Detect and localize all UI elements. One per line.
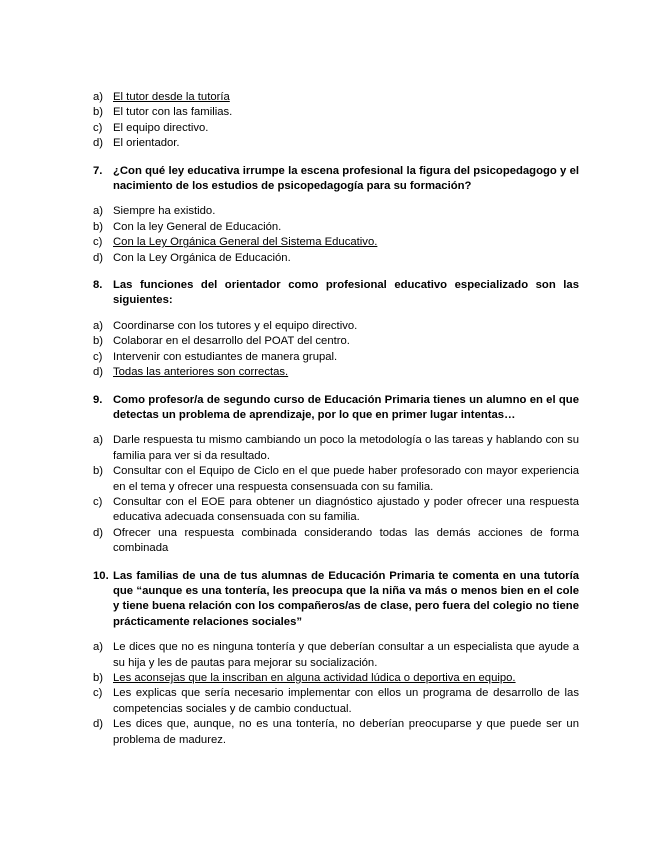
option-b: b) Colaborar en el desarrollo del POAT del centro. (93, 334, 579, 349)
option-text: Darle respuesta tu mismo cambiando un poco la metodología o las tareas y hablando con su familia para ver si da resultado. (113, 434, 579, 462)
question-text: ¿Con qué ley educativa irrumpe la escena profesional la figura del psicopedagogo y el nacimiento de los estudios de psicopedagogía para su formación? (113, 164, 579, 193)
prev-question-options (93, 90, 579, 152)
option-text: Con la Ley Orgánica de Educación. (113, 251, 291, 264)
option-a: a) Le dices que no es ninguna tontería y que deberían consultar a un especialista que ayude a su hija y les de pautas para mejorar su socialización. (93, 640, 579, 671)
option-c: c) Con la Ley Orgánica General del Sistema Educativo. (93, 235, 579, 250)
option-text: Consultar con el EOE para obtener un diagnóstico ajustado y poder ofrecer una respuesta educativa adecuada consensuada con su familia. (113, 495, 579, 524)
option-text: Siempre ha existido. (113, 205, 216, 218)
option-a: a) Darle respuesta tu mismo cambiando un poco la metodología o las tareas y hablando con su familia para ver si da resultado. (93, 433, 579, 464)
question-10 (93, 569, 579, 631)
question-text: Las familias de una de tus alumnas de Educación Primaria te comenta en una tutoría que “aunque es una tontería, les preocupa que la niña va más o menos bien en el cole y tiene buena relación con los compañeros/as de clase, pero fuera del colegio no tiene prácticamente relaciones sociales” (113, 569, 579, 628)
option-a: a) Siempre ha existido. (93, 204, 579, 219)
question-10-options (93, 640, 579, 748)
option-b: b) Les aconsejas que la inscriban en alguna actividad lúdica o deportiva en equipo. (93, 671, 579, 686)
option-text: Les aconsejas que la inscriban en alguna actividad lúdica o deportiva en equipo. (113, 672, 516, 684)
option-b: b) Consultar con el Equipo de Ciclo en el que puede haber profesorado con mayor experiencia en el tema y ofrecer una respuesta consensuada con su familia. (93, 464, 579, 495)
question-number: 9. (93, 393, 103, 406)
option-text: Le dices que no es ninguna tontería y que deberían consultar a un especialista que ayude a su hija y les de pautas para mejorar su socialización. (113, 641, 579, 669)
option-d: d) Todas las anteriores son correctas. (93, 365, 579, 380)
option-text: Consultar con el Equipo de Ciclo en el que puede haber profesorado con mayor experiencia en el tema y ofrecer una respuesta consensuada con su familia. (113, 465, 579, 493)
option-d: d) Con la Ley Orgánica de Educación. (93, 251, 579, 266)
question-8-options (93, 319, 579, 381)
option-text: Les explicas que sería necesario implementar con ellos un programa de desarrollo de las competencias sociales y de cambio conductual. (113, 687, 579, 715)
question-number: 7. (93, 164, 103, 177)
option-text: Colaborar en el desarrollo del POAT del centro. (113, 335, 350, 348)
option-b: b) El tutor con las familias. (93, 105, 579, 120)
question-7 (93, 164, 579, 195)
option-d: d) El orientador. (93, 136, 579, 151)
option-text: Con la ley General de Educación. (113, 220, 282, 233)
option-c: c) Les explicas que sería necesario implementar con ellos un programa de desarrollo de las competencias sociales y de cambio conductual. (93, 686, 579, 717)
option-text: Intervenir con estudiantes de manera grupal. (113, 350, 338, 363)
option-text: Todas las anteriores son correctas. (113, 366, 289, 379)
question-9 (93, 393, 579, 424)
option-a: a) El tutor desde la tutoría (93, 90, 579, 105)
question-7-options (93, 204, 579, 266)
option-text: Ofrecer una respuesta combinada considerando todas las demás acciones de forma combinada (113, 526, 579, 555)
option-c: c) Intervenir con estudiantes de manera grupal. (93, 350, 579, 365)
option-text: El tutor con las familias. (113, 106, 233, 119)
option-text: Con la Ley Orgánica General del Sistema Educativo. (113, 236, 378, 249)
exam-page (93, 90, 579, 748)
question-9-options (93, 433, 579, 556)
question-text: Las funciones del orientador como profesional educativo especializado son las siguientes: (113, 279, 579, 307)
question-number: 10. (93, 569, 109, 582)
option-b: b) Con la ley General de Educación. (93, 220, 579, 235)
question-8 (93, 278, 579, 309)
option-c: c) El equipo directivo. (93, 121, 579, 136)
option-text: El orientador. (113, 137, 180, 150)
option-d: d) Ofrecer una respuesta combinada considerando todas las demás acciones de forma combinada (93, 526, 579, 557)
option-text: Coordinarse con los tutores y el equipo directivo. (113, 319, 358, 332)
option-text: El equipo directivo. (113, 121, 209, 134)
option-text: Les dices que, aunque, no es una tontería, no deberían preocuparse y que puede ser un problema de madurez. (113, 718, 579, 746)
option-c: c) Consultar con el EOE para obtener un diagnóstico ajustado y poder ofrecer una respuesta educativa adecuada consensuada con su familia. (93, 495, 579, 526)
option-text: El tutor desde la tutoría (113, 91, 230, 103)
option-d: d) Les dices que, aunque, no es una tontería, no deberían preocuparse y que puede ser un problema de madurez. (93, 717, 579, 748)
question-text: Como profesor/a de segundo curso de Educación Primaria tienes un alumno en el que detectas un problema de aprendizaje, por lo que en primer lugar intentas… (113, 393, 579, 421)
option-a: a) Coordinarse con los tutores y el equipo directivo. (93, 319, 579, 334)
question-number: 8. (93, 279, 103, 292)
